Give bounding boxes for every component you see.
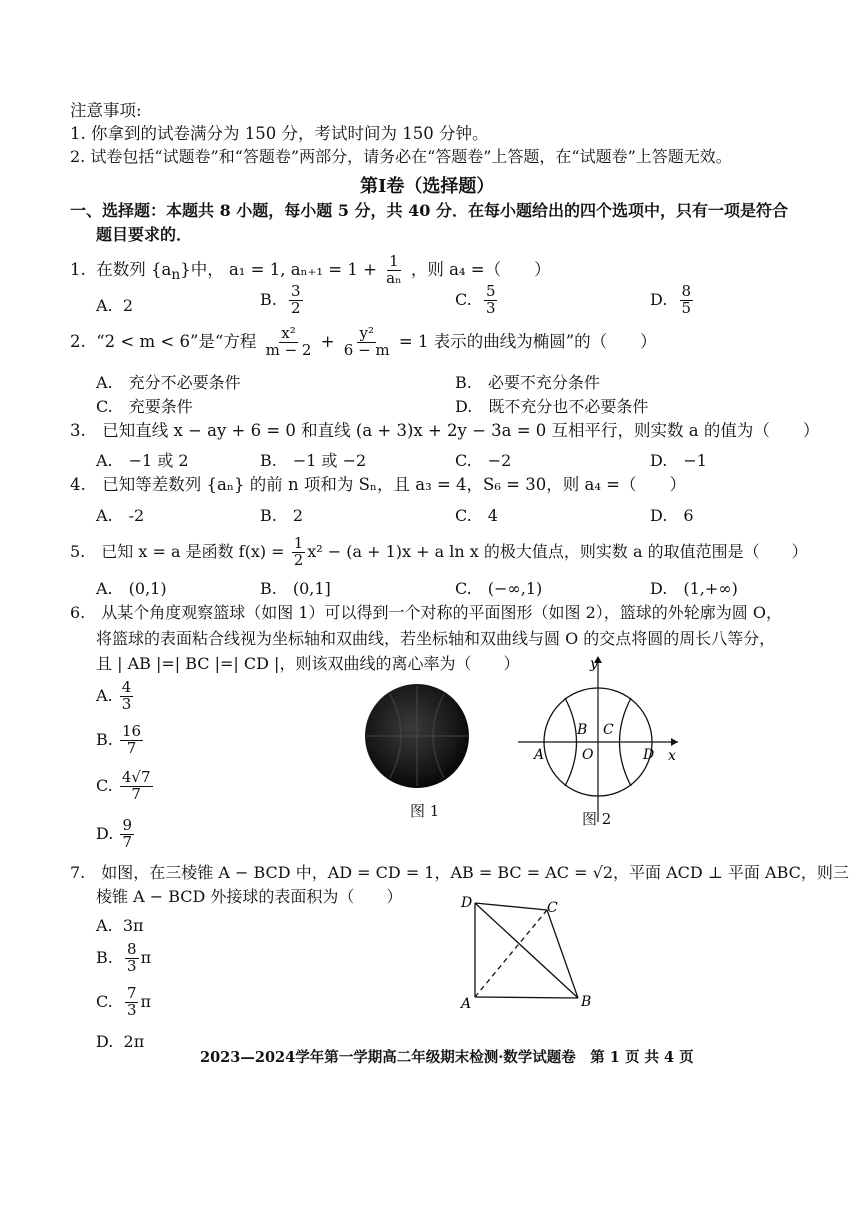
figure-2-diagram <box>518 652 688 822</box>
q7-label-b: B <box>581 994 592 1010</box>
q1-option-b: B. $\frac{3}{2}$ <box>260 282 301 317</box>
q7-label-d: D <box>461 895 473 911</box>
page-footer: 2023—2024学年第一学期高二年级期末检测·数学试题卷 第 1 页 共 4 页 <box>200 1049 694 1066</box>
q4-option-a: A. -2 <box>96 506 145 525</box>
q7-line-2: 棱锥 A − BCD 外接球的表面积为（ ） <box>96 887 403 906</box>
fig2-label-d: D <box>643 747 655 763</box>
q1-stem: 1. 在数列 $\{a_n\}$中， a₁ = 1, aₙ₊₁ = 1 + $\frac{1}{\text{aₙ}}$ ，则 a₄ =（ ） <box>70 252 551 287</box>
q1-option-d: D. $\frac{8}{5}$ <box>650 282 692 317</box>
fig2-label-a: A <box>534 747 545 763</box>
q7-option-a: A. 3π <box>96 916 144 935</box>
figure-1-basketball <box>360 680 480 800</box>
q5-option-d: D. (1,+∞) <box>650 579 738 598</box>
q4-option-d: D. 6 <box>650 506 694 525</box>
q7-line-1: 7. 如图，在三棱锥 A − BCD 中，AD = CD = 1，AB = BC = AC = √2，平面 ACD ⊥ 平面 ABC，则三 <box>70 863 849 882</box>
q3-option-b: B. −1 或 −2 <box>260 451 367 470</box>
q2-option-a: A. 充分不必要条件 <box>96 373 241 392</box>
q6-line-3: 且 | AB |=| BC |=| CD |，则该双曲线的离心率为（ ） <box>96 654 520 673</box>
fig2-label-o: O <box>582 747 594 763</box>
q4-option-b: B. 2 <box>260 506 304 525</box>
q3-option-d: D. −1 <box>650 451 707 470</box>
fig2-label-y: y <box>590 656 598 672</box>
q6-option-b: B. $\frac{16}{7}$ <box>96 722 142 757</box>
notice-line-1: 1. 你拿到的试卷满分为 150 分，考试时间为 150 分钟。 <box>70 124 489 143</box>
q5-option-c: C. (−∞,1) <box>455 579 543 598</box>
section-title: 第Ⅰ卷（选择题） <box>360 176 495 197</box>
q3-option-c: C. −2 <box>455 451 512 470</box>
q2-stem: 2. “2 < m < 6”是“方程 $\frac{\text{x²}}{m - 2}$ + $\frac{\text{y²}}{6 - m}$ = 1 表示的曲线为椭圆”的（ ） <box>70 324 657 359</box>
q6-line-1: 6. 从某个角度观察篮球（如图 1）可以得到一个对称的平面图形（如图 2），篮球的外轮廓为圆 O， <box>70 603 783 622</box>
q3-option-a: A. −1 或 2 <box>96 451 189 470</box>
q6-line-2: 将篮球的表面粘合线视为坐标轴和双曲线，若坐标轴和双曲线与圆 O 的交点将圆的周长八等分， <box>96 629 776 648</box>
figure-2-caption: 图 2 <box>582 810 612 828</box>
q2-option-c: C. 充要条件 <box>96 397 193 416</box>
notice-title: 注意事项: <box>70 101 142 120</box>
q7-option-d: D. 2π <box>96 1032 145 1051</box>
fig2-label-c: C <box>603 722 614 738</box>
q4-stem: 4. 已知等差数列 {aₙ} 的前 n 项和为 Sₙ，且 a₃ = 4，S₆ = 30，则 a₄ =（ ） <box>70 475 687 494</box>
notice-line-2: 2. 试卷包括“试题卷”和“答题卷”两部分，请务必在“答题卷”上答题，在“试题卷”上答题无效。 <box>70 147 732 166</box>
q2-option-b: B. 必要不充分条件 <box>455 373 600 392</box>
q1-option-a: A. 2 <box>96 296 133 315</box>
q7-label-c: C <box>547 900 558 916</box>
figure-1-caption: 图 1 <box>410 802 440 820</box>
q6-option-a: A. $\frac{4}{3}$ <box>96 678 132 713</box>
q2-option-d: D. 既不充分也不必要条件 <box>455 397 649 416</box>
q5-stem: 5. 已知 x = a 是函数 f(x) = $\frac{1}{2}$ x² − (a + 1)x + a ln x 的极大值点，则实数 a 的取值范围是（ ） <box>70 534 808 569</box>
q1-option-c: C. $\frac{5}{3}$ <box>455 282 496 317</box>
q7-label-a: A <box>461 996 472 1012</box>
fig2-label-x: x <box>668 748 676 764</box>
q6-option-d: D. $\frac{9}{7}$ <box>96 816 132 851</box>
fig2-label-b: B <box>577 722 588 738</box>
q4-option-c: C. 4 <box>455 506 498 525</box>
q7-option-c: C. $\frac{7}{3}$ π <box>96 984 151 1019</box>
q7-tetrahedron-figure <box>455 890 605 1015</box>
q6-option-c: C. $\frac{4√7}{7}$ <box>96 768 151 803</box>
section-intro-line-2: 题目要求的． <box>96 225 193 244</box>
section-intro-line-1: 一、选择题：本题共 8 小题，每小题 5 分，共 40 分．在每小题给出的四个选项中，只有一项是符合 <box>70 201 788 220</box>
q5-option-b: B. (0,1] <box>260 579 331 598</box>
q3-stem: 3. 已知直线 x − ay + 6 = 0 和直线 (a + 3)x + 2y − 3a = 0 互相平行，则实数 a 的值为（ ） <box>70 421 820 440</box>
q5-option-a: A. (0,1) <box>96 579 167 598</box>
q1-fraction: $\frac{1}{\text{aₙ}}$ <box>386 252 402 287</box>
q7-option-b: B. $\frac{8}{3}$ π <box>96 940 152 975</box>
